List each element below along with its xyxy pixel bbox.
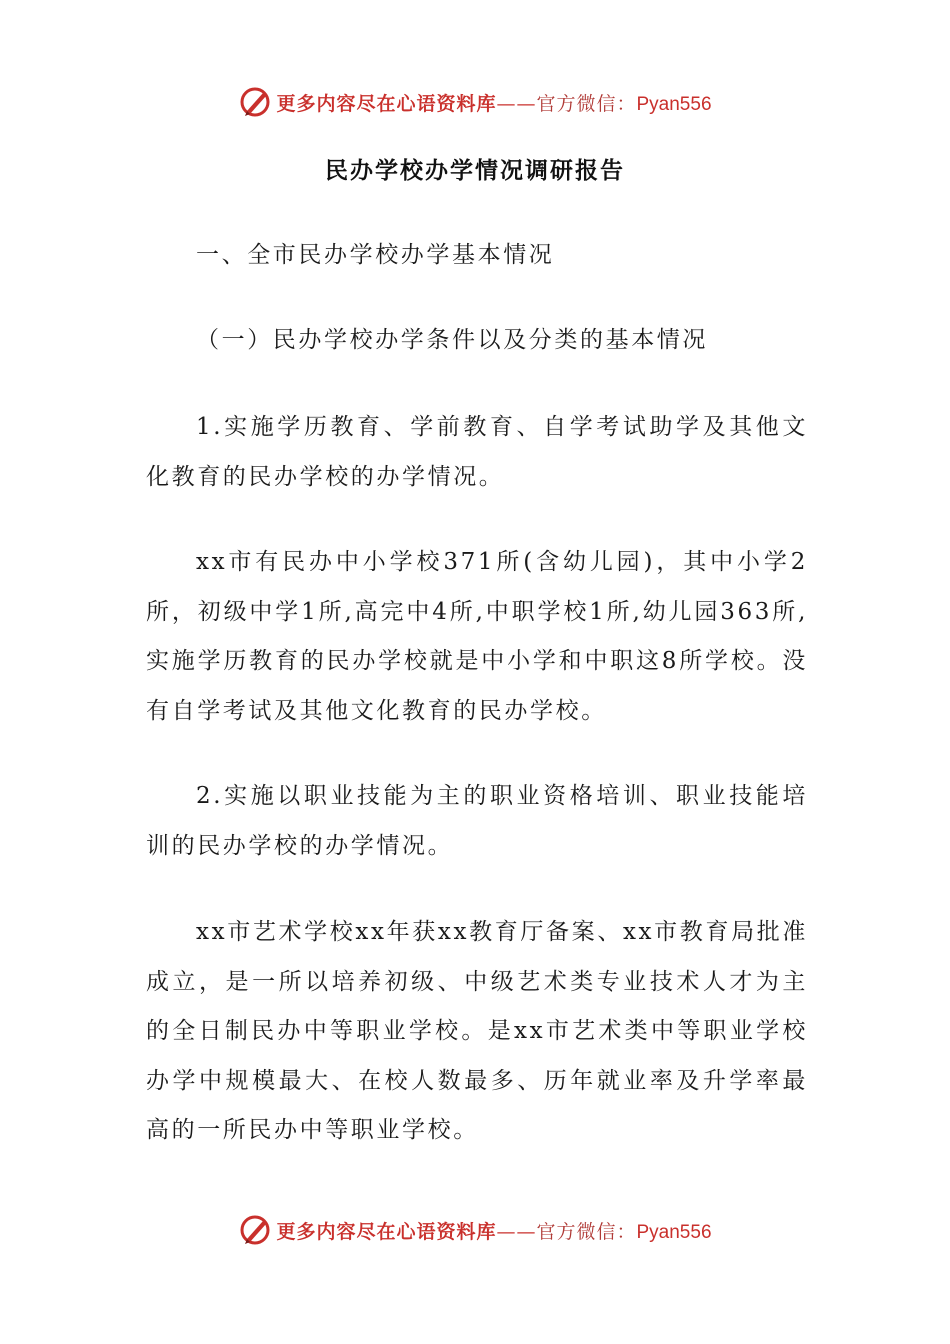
- footer-watermark-banner: [0, 1210, 950, 1250]
- banner-wechat-id: Pyan556: [636, 1221, 712, 1243]
- paragraph-item-1: 1.实施学历教育、学前教育、自学考试助学及其他文化教育的民办学校的办学情况。: [146, 414, 808, 490]
- document-title: 民办学校办学情况调研报告: [325, 157, 625, 184]
- banner-label: 官方微信：: [536, 1220, 637, 1243]
- banner-separator: ——: [496, 92, 537, 115]
- paragraph-item-2: 2.实施以职业技能为主的职业资格培训、职业技能培训的民办学校的办学情况。: [146, 783, 808, 859]
- pen-logo-icon: [238, 1213, 272, 1247]
- banner-main-text: 更多内容尽在心语资料库: [276, 92, 497, 115]
- paragraph-body-1: xx市有民办中小学校371所(含幼儿园)，其中小学2所，初级中学1所,高完中4所,中职学校1所,幼儿园363所,实施学历教育的民办学校就是中小学和中职这8所学校。没有自学考试及其他文化教育的民办学校。: [146, 549, 808, 724]
- banner-wechat-id: Pyan556: [636, 93, 712, 115]
- banner-main-text: 更多内容尽在心语资料库: [276, 1220, 497, 1243]
- banner-separator: ——: [496, 1220, 537, 1243]
- paragraph-body-2: xx市艺术学校xx年获xx教育厅备案、xx市教育局批准成立，是一所以培养初级、中级艺术类专业技术人才为主的全日制民办中等职业学校。是xx市艺术类中等职业学校办学中规模最大、在校人数最多、历年就业率及升学率最高的一所民办中等职业学校。: [146, 919, 808, 1143]
- pen-logo-icon: [238, 85, 272, 119]
- header-watermark-banner: [0, 82, 950, 122]
- subsection-heading: （一）民办学校办学条件以及分类的基本情况: [196, 327, 708, 353]
- section-heading: 一、全市民办学校办学基本情况: [196, 242, 555, 268]
- banner-label: 官方微信：: [536, 92, 637, 115]
